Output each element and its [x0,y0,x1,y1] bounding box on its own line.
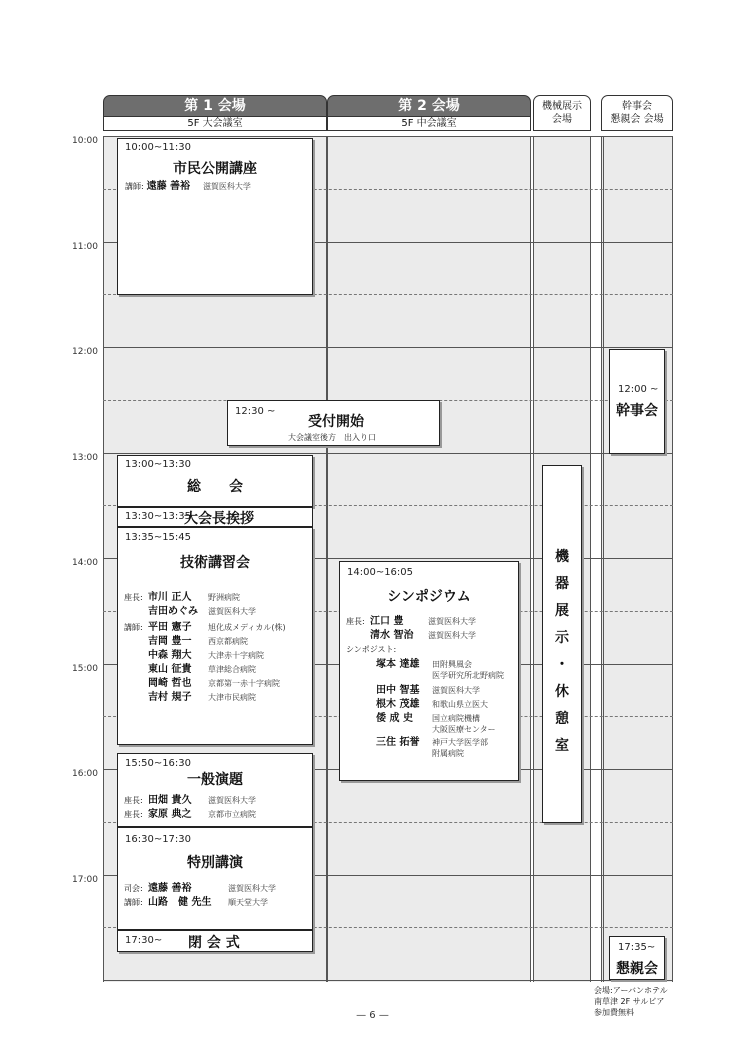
time-label: 15:00 [72,664,98,674]
person-row [124,591,286,605]
general-presentation-time: 15:50~16:30 [125,758,192,769]
exhibit-header-line2: 会場 [552,114,572,125]
closing-title: 閉 会 式 [188,935,240,951]
special-lecture-title: 特別講演 [187,855,243,871]
meeting-header [601,95,673,131]
affiliation: 和歌山県立医大 [432,700,488,709]
general-presentation-chairs [124,794,256,822]
party-info-line3: 参加費無料 [594,1008,634,1017]
public-lecture-title: 市民公開講座 [173,161,257,177]
time-label: 16:00 [72,769,98,779]
affiliation: 滋賀医科大学 [428,631,476,640]
role-label: 座長: [124,796,143,805]
person-name: 江口 豊 [370,616,404,627]
affiliation: 滋賀医科大学 [432,686,480,695]
hall1-title: 第 1 会場 [184,98,246,114]
exhibit-rest-char: 展 [555,603,569,619]
person-row [346,713,504,735]
symposium-time: 14:00~16:05 [347,567,414,578]
person-row [124,794,256,808]
person-name: 三住 拓誉 [376,737,420,748]
grid-line [103,136,673,137]
time-label: 14:00 [72,558,98,568]
person-row [124,649,286,663]
affiliation: 国立病院機構 [432,714,480,723]
page-number: — 6 — [356,1010,389,1021]
exhibit-rest-char: 憩 [555,711,569,727]
affiliation-line2: 医学研究所北野病院 [432,671,504,680]
grid-line [103,453,673,454]
affiliation: 大津赤十字病院 [208,651,264,660]
exhibit-rest-char: 休 [555,684,569,700]
party-info-line2: 南草津 2F サルビア [594,997,665,1006]
person-name: 根木 茂雄 [376,699,420,710]
affiliation: 田附興風会 [432,660,472,669]
affiliation: 順天堂大学 [228,898,268,907]
person-row [346,643,504,657]
president-greeting-box [117,507,313,527]
time-label: 11:00 [72,242,98,252]
public-lecture-time: 10:00~11:30 [125,142,192,153]
person-name: 塚本 達雄 [376,659,420,670]
person-name: 遠藤 善裕 [148,883,192,894]
person-name: 倭 成 史 [376,713,413,724]
meeting-header-line2: 懇親会 会場 [610,114,664,125]
exhibit-rest-char: 機 [555,549,569,565]
role-label: 座長: [124,593,143,602]
person-row [124,882,276,896]
role-label: 講師: [124,623,143,632]
affiliation-line2: 大阪医療センター [432,725,496,734]
person-name: 吉岡 豊一 [148,636,192,647]
special-lecture-time: 16:30~17:30 [125,834,192,845]
affiliation: 京都第一赤十字病院 [208,679,280,688]
registration-note: 大会議室後方 出入り口 [288,433,376,442]
tech-lecture-box [117,527,313,745]
person-row [124,896,276,910]
person-row [124,691,286,705]
affiliation: 滋賀医科大学 [202,182,251,191]
registration-box [227,400,440,446]
exhibit-rest-char: 示 [555,630,569,646]
affiliation-line2: 附属病院 [432,749,464,758]
hall1-header [103,95,327,117]
person-row [124,663,286,677]
exhibit-rest-char: 器 [555,576,569,592]
general-meeting-title: 総 会 [187,479,243,495]
role-label: 座長: [124,810,143,819]
public-lecture-speaker [125,180,251,194]
grid-line [103,347,673,348]
meeting-column [601,136,673,982]
symposium-title: シンポジウム [387,589,471,605]
hall2-title: 第 2 会場 [398,98,460,114]
person-name: 清水 智治 [370,630,414,641]
time-label: 17:00 [72,875,98,885]
affiliation: 滋賀医科大学 [428,617,476,626]
exhibit-rest-char: ・ [555,657,569,673]
affiliation: 滋賀医科大学 [208,796,256,805]
board-meeting-title: 幹事会 [616,403,658,419]
public-lecture-box [117,138,313,295]
role-label: 講師: [124,898,143,907]
affiliation: 滋賀医科大学 [228,884,276,893]
role-label: 司会: [124,884,143,893]
tech-lecture-title: 技術講習会 [180,555,250,571]
person-name: 田畑 貴久 [148,795,192,806]
person-row [124,808,256,822]
hall2-header [327,95,531,117]
role-label: 座長: [346,617,365,626]
person-row [124,677,286,691]
general-presentation-box [117,753,313,827]
affiliation: 滋賀医科大学 [208,607,256,616]
person-name: 岡崎 哲也 [148,678,192,689]
time-label: 13:00 [72,453,98,463]
hall2-column [327,136,531,982]
symposium-box [339,561,519,781]
affiliation: 神戸大学医学部 [432,738,488,747]
tech-lecture-people [124,591,286,705]
president-greeting-time: 13:30~13:35 [125,511,192,522]
person-name: 田中 智基 [376,685,420,696]
affiliation: 京都市立病院 [208,810,256,819]
role-label: 講師: [125,182,144,191]
grid-line [103,980,673,981]
role-label: シンポジスト: [346,645,397,654]
registration-title: 受付開始 [308,414,364,430]
person-name: 東山 征貴 [148,664,192,675]
person-row [124,605,286,619]
general-presentation-title: 一般演題 [187,772,243,788]
tech-lecture-time: 13:35~15:45 [125,532,192,543]
party-box [609,936,665,980]
person-row [124,635,286,649]
person-row [346,629,504,643]
general-meeting-box [117,455,313,507]
affiliation: 西京都病院 [208,637,248,646]
affiliation: 大津市民病院 [208,693,256,702]
affiliation: 野洲病院 [208,593,240,602]
person-row [346,698,504,712]
closing-box [117,930,313,952]
hall1-room: 5F 大会議室 [103,117,327,131]
person-name: 中森 翔大 [148,650,192,661]
person-name: 吉田めぐみ [148,606,198,617]
party-time: 17:35~ [618,942,656,953]
person-row [346,737,504,759]
person-name: 遠藤 善裕 [146,181,191,192]
hall2-room: 5F 中会議室 [327,117,531,131]
general-meeting-time: 13:00~13:30 [125,459,192,470]
person-name: 吉村 規子 [148,692,192,703]
exhibit-rest-char: 室 [555,738,569,754]
time-label: 12:00 [72,347,98,357]
person-row [346,684,504,698]
exhibit-rest-box [542,465,582,823]
person-row [346,615,504,629]
board-meeting-box [609,349,665,454]
closing-time: 17:30~ [125,935,163,946]
board-meeting-time: 12:00 ~ [618,384,659,395]
person-row [124,621,286,635]
party-info-line1: 会場:アーバンホテル [594,986,668,995]
meeting-header-line1: 幹事会 [622,101,652,112]
person-row [346,659,504,681]
special-lecture-box [117,827,313,930]
person-name: 市川 正人 [148,592,192,603]
symposium-people [346,615,504,759]
time-label: 10:00 [72,136,98,146]
special-lecture-people [124,882,276,910]
exhibit-header [533,95,591,131]
registration-time: 12:30 ~ [235,406,276,417]
exhibit-header-line1: 機械展示 [542,101,582,112]
affiliation: 草津総合病院 [208,665,256,674]
president-greeting-title: 大会長挨拶 [184,511,254,527]
party-title: 懇親会 [616,961,658,977]
person-name: 山路 健 先生 [148,897,212,908]
affiliation: 旭化成メディカル(株) [208,623,286,632]
person-name: 家原 典之 [148,809,192,820]
person-name: 平田 憲子 [148,622,192,633]
